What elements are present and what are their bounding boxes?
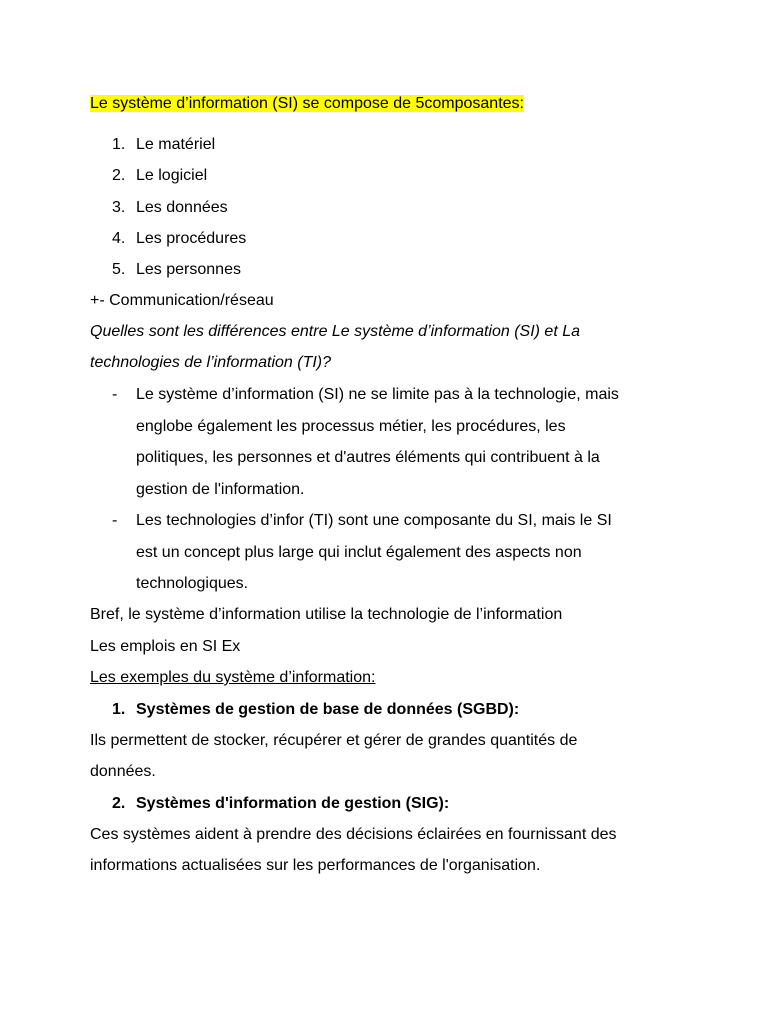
bullet-dash: - xyxy=(112,512,118,529)
intro-heading xyxy=(90,94,524,114)
component-item: Les personnes xyxy=(136,261,241,278)
component-number: 3. xyxy=(112,199,126,216)
bref-line: Bref, le système d’information utilise la technologie de l’information xyxy=(90,606,563,623)
bullet-text: englobe également les processus métier, les procédures, les xyxy=(136,418,566,435)
bullet-text: est un concept plus large qui inclut également des aspects non xyxy=(136,544,582,561)
example-title: Systèmes de gestion de base de données (SGBD): xyxy=(136,701,520,718)
bullet-text: politiques, les personnes et d'autres éléments qui contribuent à la xyxy=(136,449,600,466)
component-number: 1. xyxy=(112,136,126,153)
component-number: 5. xyxy=(112,261,126,278)
bullet-text: Les technologies d’infor (TI) sont une composante du SI, mais le SI xyxy=(136,512,612,529)
question-line: technologies de l’information (TI)? xyxy=(90,354,332,371)
example-description: Ces systèmes aident à prendre des décisions éclairées en fournissant des xyxy=(90,826,617,843)
bullet-text: Le système d’information (SI) ne se limite pas à la technologie, mais xyxy=(136,386,619,403)
communication-line: +- Communication/réseau xyxy=(90,292,274,309)
bullet-text: gestion de l'information. xyxy=(136,481,305,498)
example-description: Ils permettent de stocker, récupérer et gérer de grandes quantités de xyxy=(90,732,578,749)
component-number: 2. xyxy=(112,167,126,184)
component-number: 4. xyxy=(112,230,126,247)
example-description: informations actualisées sur les performances de l'organisation. xyxy=(90,857,541,874)
component-item: Le logiciel xyxy=(136,167,208,184)
example-number: 2. xyxy=(112,795,126,812)
example-number: 1. xyxy=(112,701,126,718)
component-item: Le matériel xyxy=(136,136,216,153)
component-item: Les procédures xyxy=(136,230,247,247)
component-item: Les données xyxy=(136,199,228,216)
emplois-line: Les emplois en SI Ex xyxy=(90,638,241,655)
examples-heading: Les exemples du système d’information: xyxy=(90,669,376,686)
intro-highlight: Le système d’information (SI) se compose de 5composantes: xyxy=(90,95,524,112)
bullet-dash: - xyxy=(112,386,118,403)
question-line: Quelles sont les différences entre Le système d’information (SI) et La xyxy=(90,323,581,340)
bullet-text: technologiques. xyxy=(136,575,249,592)
example-description: données. xyxy=(90,763,156,780)
example-title: Systèmes d'information de gestion (SIG): xyxy=(136,795,450,812)
